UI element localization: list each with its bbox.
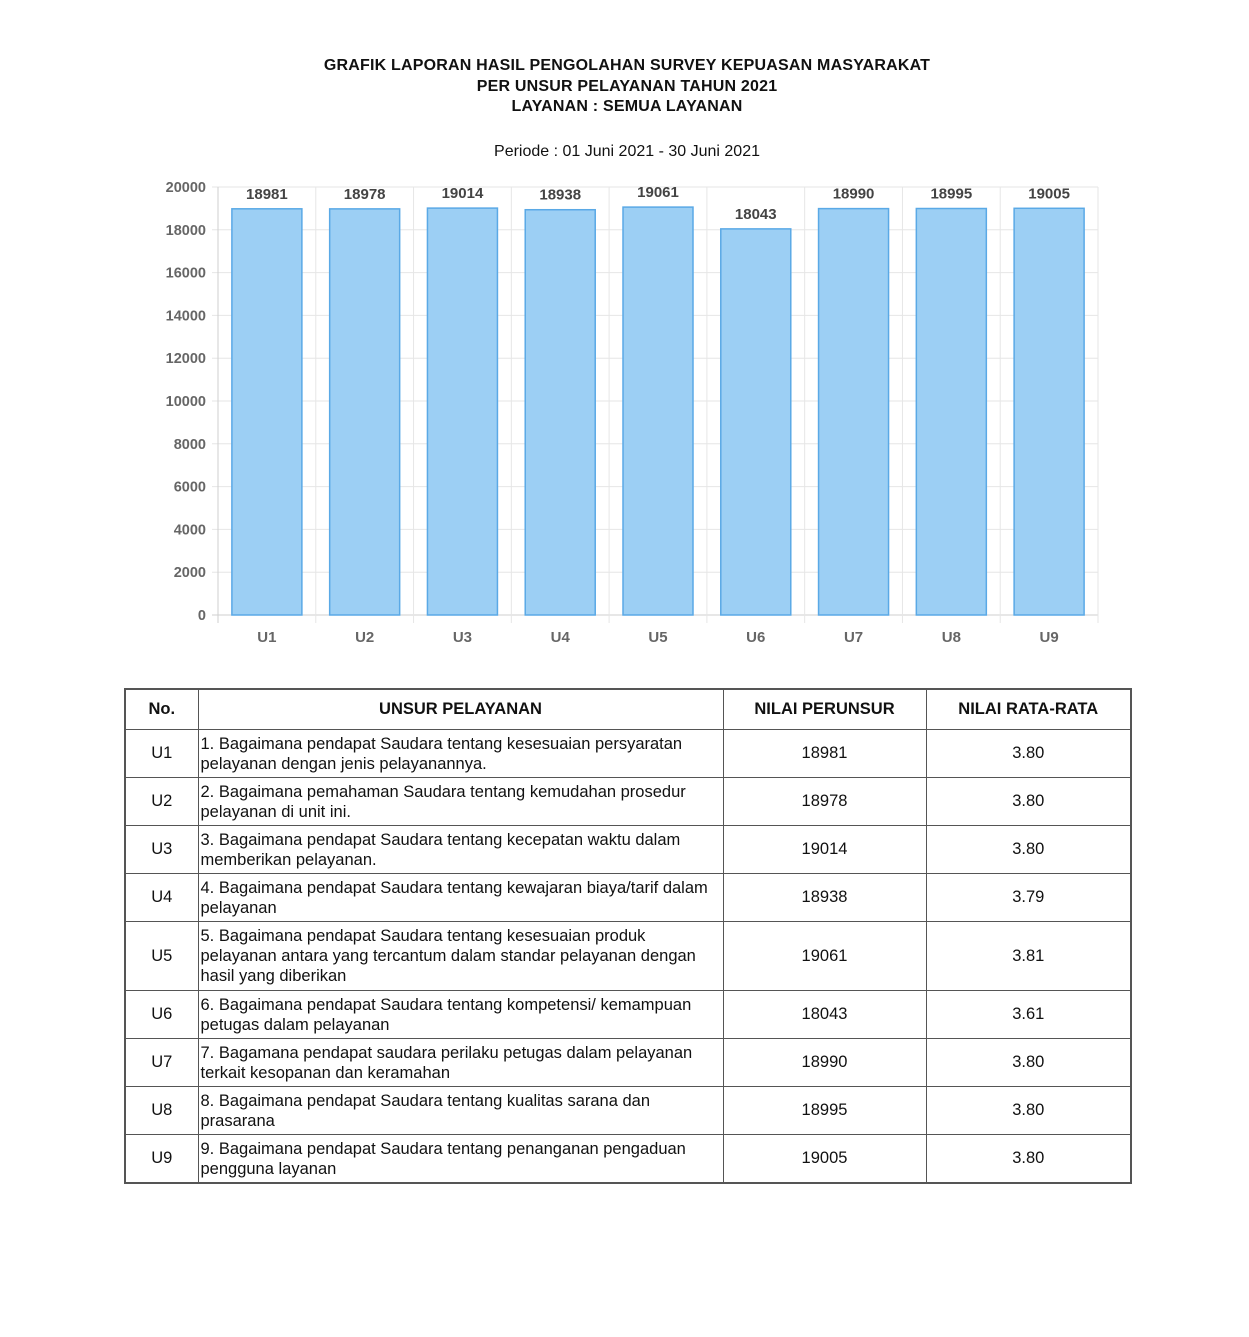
row-value: 18978 [723, 778, 926, 826]
row-value: 18981 [723, 730, 926, 778]
row-no: U2 [125, 778, 198, 826]
x-tick-label: U5 [648, 629, 668, 646]
y-tick-label: 16000 [165, 265, 206, 282]
row-question: 4. Bagaimana pendapat Saudara tentang kewajaran biaya/tarif dalam pelayanan [198, 874, 723, 922]
row-value: 18938 [723, 874, 926, 922]
row-no: U5 [125, 922, 198, 991]
x-tick-label: U8 [941, 629, 961, 646]
data-label: 18995 [930, 185, 973, 203]
header-nilai-perunsur: NILAI PERUNSUR [723, 689, 926, 730]
data-label: 18981 [246, 185, 288, 203]
row-no: U4 [125, 874, 198, 922]
x-tick-label: U6 [746, 629, 766, 646]
x-tick-label: U7 [843, 629, 864, 646]
y-tick-label: 6000 [173, 479, 206, 496]
y-tick-label: 20000 [165, 180, 206, 196]
bar-u9 [1014, 208, 1084, 615]
row-question: 5. Bagaimana pendapat Saudara tentang kesesuaian produk pelayanan antara yang tercantum dalam standar pelayanan dengan hasil yang diberikan [198, 922, 723, 991]
row-value: 19014 [723, 826, 926, 874]
row-average: 3.80 [926, 826, 1131, 874]
header-no: No. [125, 689, 198, 730]
report-header [0, 56, 1249, 118]
table-row [125, 1087, 1131, 1135]
table-row [125, 991, 1131, 1039]
report-title-line-3: LAYANAN : SEMUA LAYANAN [511, 98, 743, 115]
table-header-row [125, 689, 1131, 730]
table-row [125, 730, 1131, 778]
results-table [124, 688, 1132, 1184]
data-label: 19061 [637, 184, 679, 202]
header-nilai-rata-rata: NILAI RATA-RATA [926, 689, 1131, 730]
row-average: 3.80 [926, 778, 1131, 826]
y-tick-label: 4000 [173, 522, 206, 539]
x-tick-label: U9 [1039, 629, 1059, 646]
row-average: 3.80 [926, 1039, 1131, 1087]
row-question: 6. Bagaimana pendapat Saudara tentang kompetensi/ kemampuan petugas dalam pelayanan [198, 991, 723, 1039]
data-label: 18978 [343, 185, 386, 203]
bar-u4 [525, 210, 595, 615]
y-tick-label: 14000 [165, 308, 206, 325]
bar-chart [150, 170, 1110, 660]
data-label: 18043 [734, 205, 777, 223]
x-tick-label: U3 [452, 629, 473, 646]
row-no: U7 [125, 1039, 198, 1087]
row-no: U6 [125, 991, 198, 1039]
data-label: 19014 [441, 185, 484, 203]
row-average: 3.61 [926, 991, 1131, 1039]
row-average: 3.79 [926, 874, 1131, 922]
row-question: 3. Bagaimana pendapat Saudara tentang kecepatan waktu dalam memberikan pelayanan. [198, 826, 723, 874]
row-question: 7. Bagamana pendapat saudara perilaku petugas dalam pelayanan terkait kesopanan dan keramahan [198, 1039, 723, 1087]
row-no: U1 [125, 730, 198, 778]
x-tick-label: U2 [355, 629, 375, 646]
bar-u2 [330, 209, 400, 615]
bar-u3 [427, 208, 497, 615]
row-question: 2. Bagaimana pemahaman Saudara tentang kemudahan prosedur pelayanan di unit ini. [198, 778, 723, 826]
row-average: 3.81 [926, 922, 1131, 991]
bar-u1 [232, 209, 302, 615]
row-no: U3 [125, 826, 198, 874]
y-tick-label: 12000 [165, 351, 206, 368]
row-average: 3.80 [926, 1135, 1131, 1184]
y-tick-label: 0 [197, 608, 206, 624]
bar-u5 [623, 207, 693, 615]
report-title-line-2: PER UNSUR PELAYANAN TAHUN 2021 [476, 77, 778, 95]
row-average: 3.80 [926, 1087, 1131, 1135]
row-value: 18043 [723, 991, 926, 1039]
table-row [125, 826, 1131, 874]
row-no: U9 [125, 1135, 198, 1184]
table-row [125, 1039, 1131, 1087]
x-tick-label: U4 [550, 629, 570, 646]
header-unsur-pelayanan: UNSUR PELAYANAN [198, 689, 723, 730]
y-tick-label: 18000 [165, 222, 206, 239]
report-title-line-1: GRAFIK LAPORAN HASIL PENGOLAHAN SURVEY KEPUASAN MASYARAKAT [323, 57, 931, 74]
row-average: 3.80 [926, 730, 1131, 778]
x-tick-label: U1 [257, 629, 277, 646]
data-label: 18938 [539, 186, 582, 204]
data-label: 18990 [832, 185, 875, 203]
row-question: 8. Bagaimana pendapat Saudara tentang kualitas sarana dan prasarana [198, 1087, 723, 1135]
table-row [125, 778, 1131, 826]
table-row [125, 874, 1131, 922]
row-value: 19005 [723, 1135, 926, 1184]
table-row [125, 1135, 1131, 1184]
y-tick-label: 8000 [173, 436, 206, 453]
bar-u6 [721, 229, 791, 615]
y-tick-label: 10000 [165, 394, 206, 410]
bar-u8 [916, 209, 986, 615]
report-period: Periode : 01 Juni 2021 - 30 Juni 2021 [494, 143, 760, 160]
row-question: 9. Bagaimana pendapat Saudara tentang penanganan pengaduan pengguna layanan [198, 1135, 723, 1184]
bar-u7 [819, 209, 889, 615]
row-no: U8 [125, 1087, 198, 1135]
data-label: 19005 [1028, 185, 1070, 203]
row-value: 18995 [723, 1087, 926, 1135]
row-question: 1. Bagaimana pendapat Saudara tentang kesesuaian persyaratan pelayanan dengan jenis pelayanannya. [198, 730, 723, 778]
row-value: 19061 [723, 922, 926, 991]
table-row [125, 922, 1131, 991]
y-tick-label: 2000 [173, 565, 206, 582]
row-value: 18990 [723, 1039, 926, 1087]
